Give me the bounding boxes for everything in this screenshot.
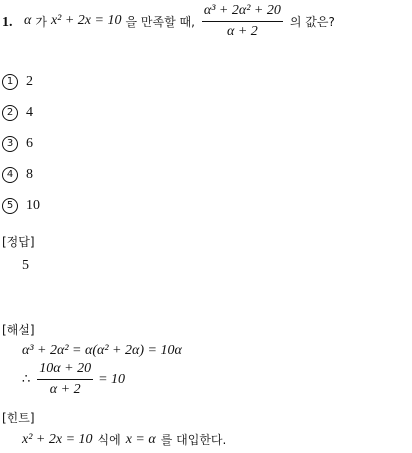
hint-equation: x² + 2x = 10 — [22, 431, 93, 447]
solution-label: [해설] — [2, 323, 35, 337]
choice-value: 8 — [26, 166, 33, 182]
choice-number-circle: 5 — [2, 198, 18, 214]
solution-fraction — [37, 361, 93, 398]
choice-item[interactable] — [2, 66, 202, 97]
choice-value: 4 — [26, 104, 33, 120]
choice-number-circle: 4 — [2, 167, 18, 183]
solution-fraction-denominator: α + 2 — [49, 382, 81, 397]
question-text-mid: 을 만족할 때, — [125, 14, 195, 29]
choice-item[interactable] — [2, 159, 202, 190]
choice-item[interactable] — [2, 128, 202, 159]
choice-number-circle: 3 — [2, 136, 18, 152]
solution-fraction-numerator: 10α + 20 — [37, 361, 93, 380]
question-fraction-numerator: α³ + 2α² + 20 — [202, 3, 283, 22]
choice-number-circle: 1 — [2, 74, 18, 90]
solution-line-2 — [22, 361, 125, 398]
hint-text-end: 를 대입한다. — [160, 433, 227, 447]
solution-line-1: α³ + 2α² = α(α² + 2α) = 10α — [22, 343, 182, 358]
choice-value: 6 — [26, 135, 33, 151]
choice-value: 10 — [26, 197, 40, 213]
answer-label: [정답] — [2, 235, 35, 249]
choice-number-circle: 2 — [2, 105, 18, 121]
solution-result: = 10 — [98, 371, 126, 387]
question-particle: 가 — [35, 14, 47, 29]
hint-line — [22, 431, 226, 448]
question-equation: x² + 2x = 10 — [50, 13, 122, 28]
question — [2, 4, 410, 38]
hint-label: [힌트] — [2, 411, 35, 425]
question-fraction-denominator: α + 2 — [226, 23, 258, 39]
choice-list — [2, 66, 202, 221]
therefore-symbol: ∴ — [22, 372, 31, 387]
choice-item[interactable] — [2, 97, 202, 128]
question-fraction — [202, 3, 283, 40]
question-variable: α — [24, 13, 32, 28]
hint-substitution: x = α — [125, 431, 156, 447]
choice-value: 2 — [26, 73, 33, 89]
question-text-end: 의 값은? — [289, 14, 335, 29]
question-text — [24, 4, 335, 38]
choice-item[interactable] — [2, 190, 202, 221]
answer-value: 5 — [22, 258, 29, 273]
question-number: 1. — [2, 15, 13, 30]
hint-text-sike: 식에 — [97, 433, 121, 447]
